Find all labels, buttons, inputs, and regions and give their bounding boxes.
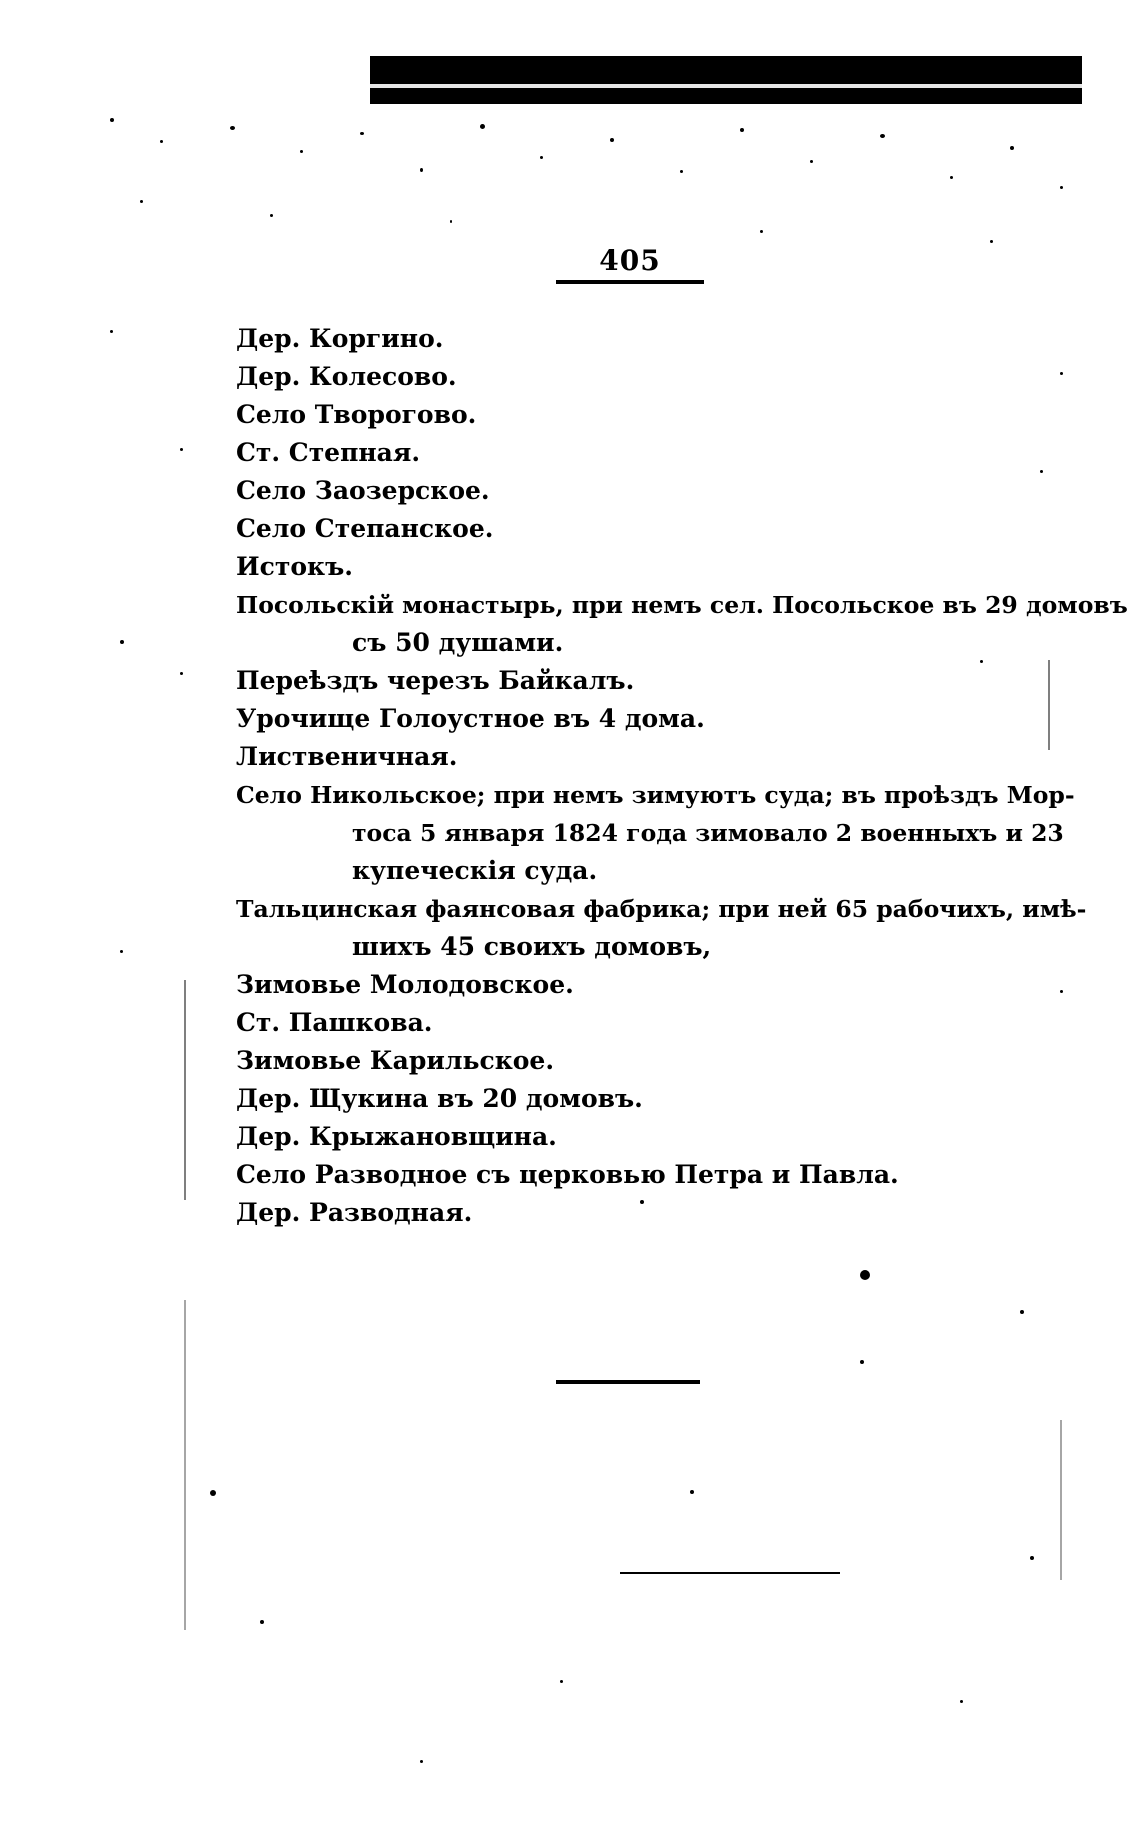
entry-line: Село Творогово. [236, 400, 477, 429]
scan-speck [420, 1760, 423, 1763]
scan-speck [300, 150, 303, 153]
scan-speck [680, 170, 683, 173]
scan-speck [450, 220, 452, 223]
entry-line: Тальцинская фаянсовая фабрика; при ней 65 рабочихъ, имѣ- [236, 895, 1087, 923]
entry-line: Урочище Голоустное въ 4 дома. [236, 704, 705, 733]
scan-speck [990, 240, 993, 243]
scan-speck [760, 230, 763, 233]
entry-line: Село Степанское. [236, 514, 494, 543]
scan-speck [180, 672, 183, 675]
entry-continuation: шихъ 45 своихъ домовъ, [352, 932, 712, 961]
scan-speck [360, 132, 364, 135]
entry-line: Ст. Степная. [236, 438, 421, 467]
scan-speck [120, 640, 124, 644]
scan-speck [1030, 1556, 1034, 1560]
scan-speck [690, 1490, 694, 1494]
scan-speck [110, 330, 113, 333]
scan-speck [210, 1490, 216, 1496]
entry-line: Дер. Коргино. [236, 324, 444, 353]
entry-line: Село Никольское; при немъ зимуютъ суда; въ проѣздъ Мор- [236, 781, 1075, 809]
scan-speck [480, 124, 485, 129]
scan-speck [640, 1200, 644, 1204]
entry-line: Истокъ. [236, 552, 353, 581]
entry-line: Дер. Разводная. [236, 1198, 473, 1227]
scan-speck [560, 1680, 563, 1683]
scan-speck [1040, 470, 1043, 473]
scan-speck [260, 1620, 264, 1624]
scan-speck [110, 118, 114, 122]
scan-speck [1020, 1310, 1024, 1314]
scan-speck [1060, 1420, 1062, 1580]
scan-speck [1060, 372, 1063, 375]
scan-speck [540, 156, 543, 159]
entry-continuation: тоса 5 января 1824 года зимовало 2 военныхъ и 23 [352, 819, 1064, 847]
entry-line: Переѣздъ черезъ Байкалъ. [236, 666, 635, 695]
scan-speck [860, 1270, 870, 1280]
entry-line: Дер. Колесово. [236, 362, 457, 391]
scan-speck [120, 950, 123, 953]
scan-speck [270, 214, 273, 217]
scan-speck [1048, 660, 1050, 750]
scan-speck [140, 200, 143, 203]
scan-speck [420, 168, 423, 172]
scan-speck [230, 126, 235, 130]
scan-speck [980, 660, 983, 663]
entry-line: Зимовье Молодовское. [236, 970, 574, 999]
entry-line: Ст. Пашкова. [236, 1008, 433, 1037]
scan-speck [950, 176, 953, 179]
entry-continuation: купеческія суда. [352, 856, 598, 885]
scan-speck [1060, 990, 1063, 993]
entry-line: Зимовье Карильское. [236, 1046, 555, 1075]
page-number: 405 [599, 244, 661, 277]
entry-line: Лиственичная. [236, 742, 458, 771]
scan-speck [1010, 146, 1014, 150]
scan-speck [740, 128, 744, 132]
entry-line: Посольскій монастырь, при немъ сел. Посольское въ 29 домовъ [236, 591, 1128, 619]
scan-speck [960, 1700, 963, 1703]
scan-speck [180, 448, 183, 451]
scan-speck [184, 980, 186, 1200]
scan-speck [880, 134, 885, 138]
scan-speck [620, 1572, 840, 1574]
entry-line: Село Разводное съ церковью Петра и Павла. [236, 1160, 899, 1189]
entry-line: Дер. Крыжановщина. [236, 1122, 557, 1151]
scan-speck [610, 138, 614, 142]
entry-line: Село Заозерское. [236, 476, 490, 505]
entry-line: Дер. Щукина въ 20 домовъ. [236, 1084, 643, 1113]
scan-speck [184, 1300, 186, 1630]
section-end-rule [556, 1380, 700, 1384]
scan-speck [810, 160, 813, 163]
scan-speck [160, 140, 163, 143]
entry-continuation: съ 50 душами. [352, 628, 564, 657]
scan-speck [860, 1360, 864, 1364]
scan-speck [1060, 186, 1063, 189]
